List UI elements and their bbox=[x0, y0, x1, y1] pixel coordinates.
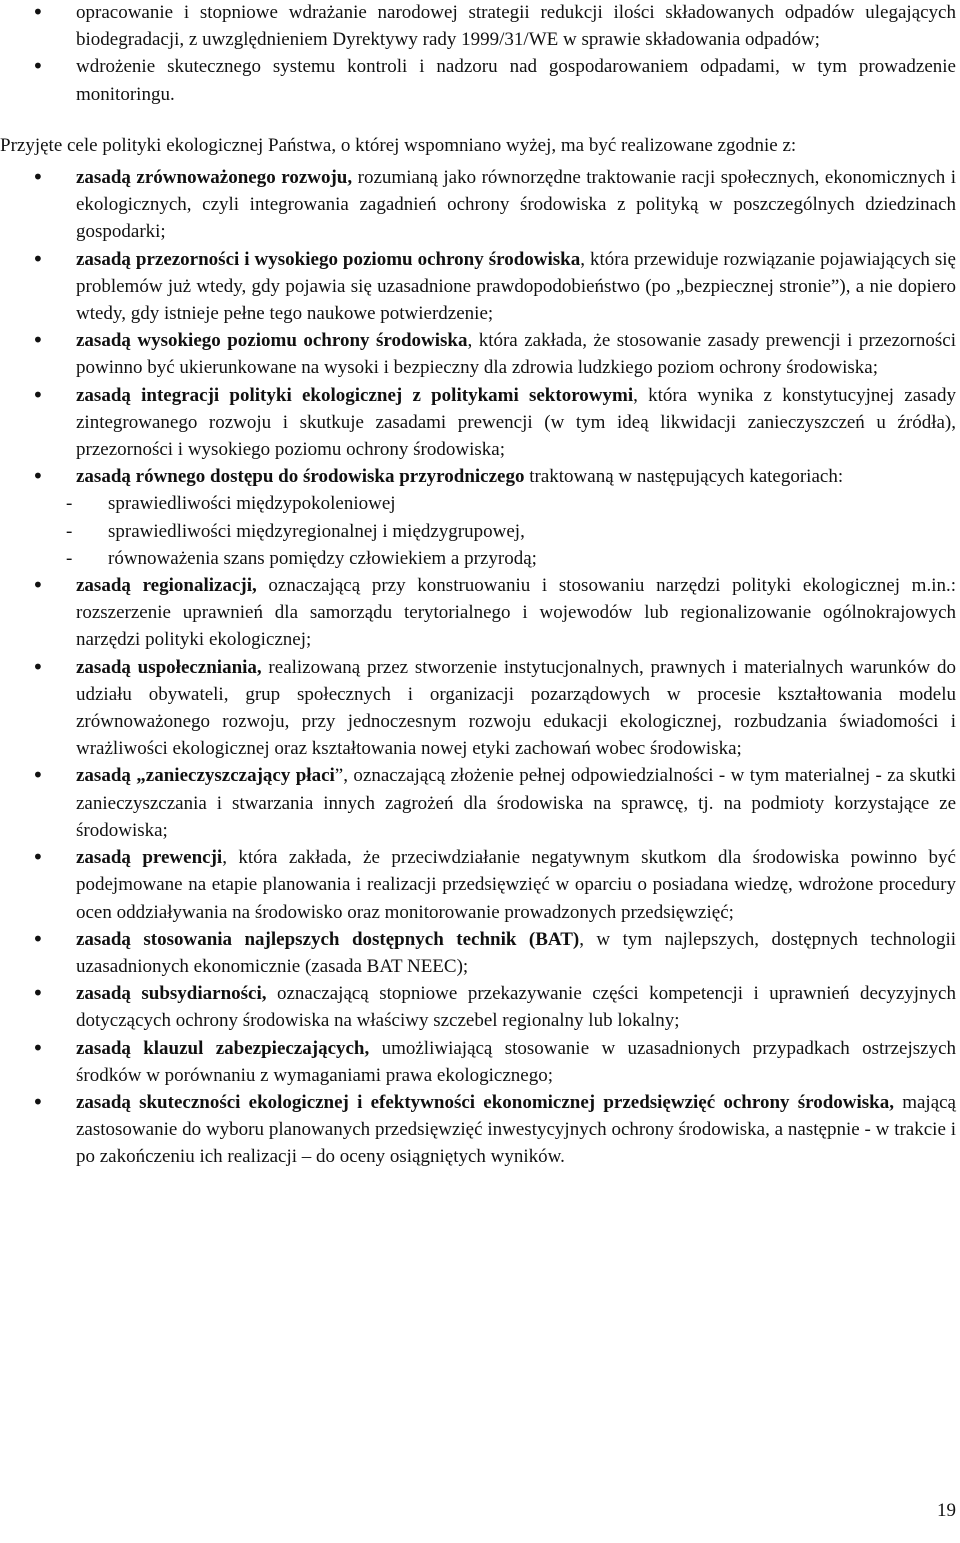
principle-description: ”, oznaczającą złożenie pełnej odpowiedzialności - w tym materialnej - za skutki zanieczyszczania i stwarzania innych zagrożeń dla środowiska na sprawcę, tj. na podmioty korzystające ze środowiska; bbox=[76, 765, 957, 841]
principle-description: , która zakłada, że przeciwdziałanie negatywnym skutkom dla środowiska powinno być podejmowane na etapie planowania i realizacji przedsięwzięć w oparciu o posiadana wiedzę, wdrożone procedury ocen oddziaływania na środowisko oraz monitorowanie prowadzonych przedsięwzięć; bbox=[76, 847, 956, 923]
list-item bbox=[0, 327, 960, 381]
principle-description: realizowaną przez stworzenie instytucjonalnych, prawnych i materialnych warunków do udziału obywateli, grup społecznych i organizacji pozarządowych w procesie kształtowania modelu zrównoważonego rozwoju, przy jednoczesnym rozwoju edukacji ekologicznej, rozbudzania świadomości i wrażliwości ekologicznej oraz kształtowania nowej etyki zachowań wobec środowiska; bbox=[76, 656, 956, 760]
principle-name: zasadą wysokiego poziomu ochrony środowiska bbox=[76, 330, 468, 352]
list-item bbox=[0, 654, 960, 763]
principle-description: , która przewiduje rozwiązanie pojawiających się problemów już wtedy, gdy pojawia się uzasadnione prawdopodobieństwo (po „bezpiecznej stronie”), a nie dopiero wtedy, gdy istnieje pełne tego naukowe potwierdzenie; bbox=[76, 248, 956, 325]
sublist-item: - sprawiedliwości międzypokoleniowej bbox=[76, 490, 956, 517]
principle-description: traktowaną w następujących kategoriach: bbox=[524, 466, 844, 488]
principle-name: zasadą subsydiarności, bbox=[76, 983, 267, 1005]
list-item bbox=[0, 844, 960, 926]
principle-description: rozumianą jako równorzędne traktowanie racji społecznych, ekonomicznych i ekologicznych, czyli integrowania zagadnień ochrony środowiska z polityką w poszczególnych dziedzinach gospodarki; bbox=[76, 167, 957, 243]
principle-name: zasadą stosowania najlepszych dostępnych technik (BAT) bbox=[76, 928, 580, 950]
principle-description: oznaczającą stopniowe przekazywanie części kompetencji i uprawnień decyzyjnych dotyczących ochrony środowiska na właściwy szczebel regionalny lub lokalny; bbox=[76, 983, 956, 1032]
principle-name: zasadą skuteczności ekologicznej i efektywności ekonomicznej przedsięwzięć ochrony środowiska, bbox=[76, 1091, 894, 1113]
sublist-item: - sprawiedliwości międzyregionalnej i międzygrupowej, bbox=[76, 518, 956, 545]
principle-name: zasadą przezorności i wysokiego poziomu ochrony środowiska bbox=[76, 248, 581, 270]
list-item bbox=[0, 980, 960, 1034]
list-item bbox=[0, 164, 960, 246]
list-item bbox=[0, 382, 960, 464]
principle-name: zasadą integracji polityki ekologicznej z politykami sektorowymi bbox=[76, 384, 634, 406]
principle-name: zasadą „zanieczyszczający płaci bbox=[76, 765, 335, 787]
principle-description: , w tym najlepszych, dostępnych technologii uzasadnionych ekonomicznie (zasada BAT NEEC); bbox=[76, 928, 956, 977]
list-item bbox=[0, 762, 960, 844]
list-item bbox=[0, 463, 960, 572]
list-item bbox=[0, 1035, 960, 1089]
list-item: • wdrożenie skutecznego systemu kontroli i nadzoru nad gospodarowaniem odpadami, w tym prowadzenie monitoringu. bbox=[0, 53, 960, 107]
principle-name: zasadą zrównoważonego rozwoju, bbox=[76, 167, 353, 189]
list-item bbox=[0, 1089, 960, 1171]
principle-description: oznaczającą przy konstruowaniu i stosowaniu narzędzi polityki ekologicznej m.in.: rozszerzenie uprawnień dla samorządu terytorialnego i wojewodów lub regionalizowanie ogólnokrajowych narzędzi polityki ekologicznej; bbox=[76, 575, 956, 651]
principle-description: , która wynika z konstytucyjnej zasady zintegrowanego rozwoju i skutkuje zasadami prewencji (w tym ideą likwidacji zanieczyszczeń u źródła), przezorności i wysokiego poziomu ochrony środowiska; bbox=[76, 384, 956, 461]
principle-name: zasadą uspołeczniania, bbox=[76, 656, 262, 678]
list-item bbox=[0, 926, 960, 980]
category-sublist bbox=[76, 490, 956, 572]
principle-name: zasadą klauzul zabezpieczających, bbox=[76, 1037, 370, 1059]
sublist-item: - równoważenia szans pomiędzy człowiekiem a przyrodą; bbox=[76, 545, 956, 572]
list-item bbox=[0, 572, 960, 654]
principle-description: , która zakłada, że stosowanie zasady prewencji i przezorności powinno być ukierunkowane na wysoki i bezpieczny dla zdrowia ludzkiego poziom ochrony środowiska; bbox=[76, 330, 956, 379]
principle-description: umożliwiającą stosowanie w uzasadnionych przypadkach ostrzejszych środków w porównaniu z wymaganiami prawa ekologicznego; bbox=[76, 1037, 957, 1086]
principle-description: mającą zastosowanie do wyboru planowanych przedsięwzięć inwestycyjnych ochrony środowiska, a następnie - w trakcie i po zakończeniu ich realizacji – do oceny osiągniętych wyników. bbox=[76, 1091, 956, 1168]
principles-list bbox=[0, 164, 960, 1171]
page-number: 19 bbox=[937, 1500, 956, 1521]
principle-name: zasadą równego dostępu do środowiska przyrodniczego bbox=[76, 466, 525, 488]
principle-name: zasadą regionalizacji, bbox=[76, 575, 257, 597]
principle-name: zasadą prewencji bbox=[76, 847, 223, 869]
list-item bbox=[0, 246, 960, 328]
intro-paragraph: Przyjęte cele polityki ekologicznej Państwa, o której wspomniano wyżej, ma być realizowane zgodnie z: bbox=[0, 134, 797, 156]
top-bullet-list bbox=[0, 0, 960, 108]
list-item: • opracowanie i stopniowe wdrażanie narodowej strategii redukcji ilości składowanych odpadów ulegających biodegradacji, z uwzględnieniem Dyrektywy rady 1999/31/WE w sprawie składowania odpadów; bbox=[0, 0, 960, 53]
